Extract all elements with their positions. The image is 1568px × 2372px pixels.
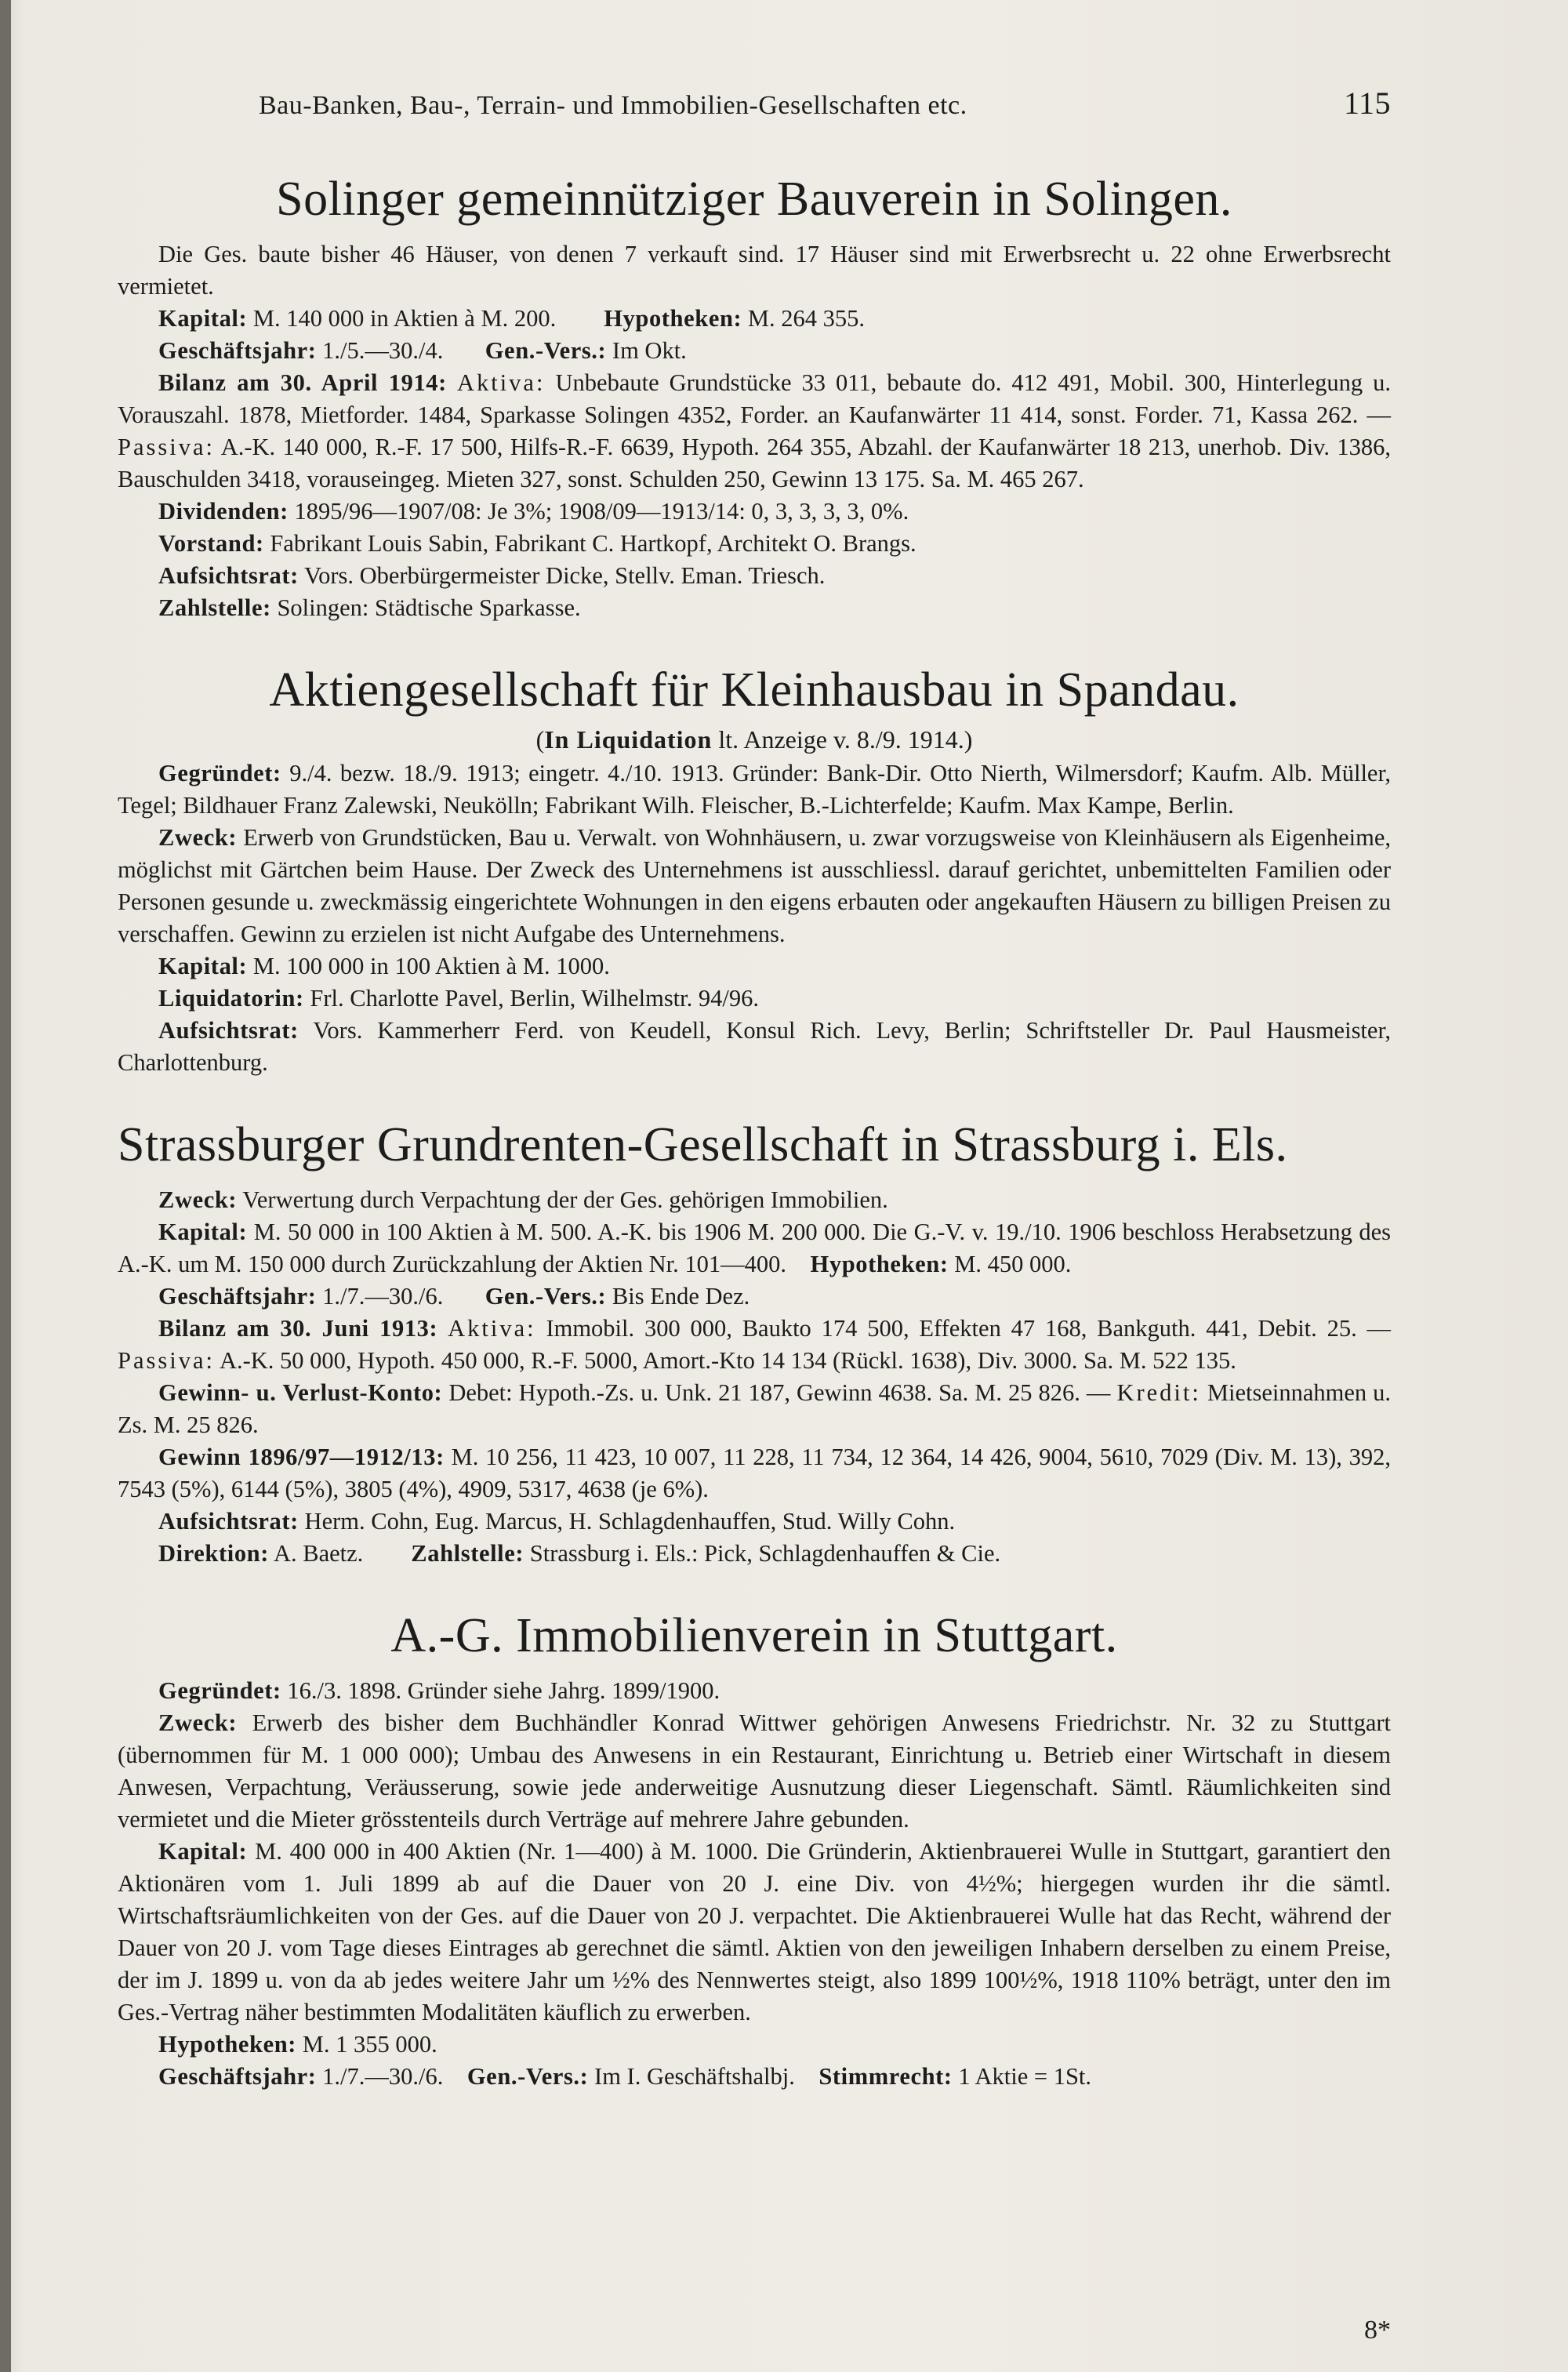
kapital-text: M. 140 000 in Aktien à M. 200. bbox=[252, 305, 557, 332]
aufsichtsrat-paragraph bbox=[118, 1015, 1391, 1079]
geschaeftsjahr-paragraph bbox=[118, 335, 1391, 367]
kapital-label: Kapital: bbox=[158, 305, 248, 332]
zweck-label: Zweck: bbox=[158, 1709, 238, 1736]
kredit-text: Mietseinnahmen u. Zs. M. 25 826. bbox=[118, 1379, 1392, 1438]
hypotheken-label: Hypotheken: bbox=[158, 2031, 297, 2058]
geschaeftsjahr-label: Geschäftsjahr: bbox=[158, 2063, 317, 2090]
zahlstelle-paragraph bbox=[118, 592, 1391, 624]
geschaeftsjahr-label: Geschäftsjahr: bbox=[158, 337, 317, 364]
passiva-word: Passiva: bbox=[118, 434, 215, 460]
gewinn-verlust-label: Gewinn- u. Verlust-Konto: bbox=[158, 1379, 443, 1406]
aufsichtsrat-text: Vors. Kammerherr Ferd. von Keudell, Konsul Rich. Levy, Berlin; Schriftsteller Dr. Paul Hausmeister, Charlottenburg. bbox=[118, 1017, 1392, 1076]
gegruendet-text: 16./3. 1898. Gründer siehe Jahrg. 1899/1900. bbox=[287, 1677, 720, 1704]
zweck-paragraph bbox=[118, 822, 1391, 950]
page-header bbox=[259, 85, 1391, 133]
aktiva-word: Aktiva: bbox=[456, 369, 546, 396]
zweck-label: Zweck: bbox=[158, 1186, 238, 1213]
kapital-paragraph bbox=[118, 1836, 1391, 2029]
gen-vers-text: Im I. Geschäftshalbj. bbox=[594, 2063, 795, 2090]
gen-vers-text: Bis Ende Dez. bbox=[612, 1283, 750, 1310]
gewinn-history-text: M. 10 256, 11 423, 10 007, 11 228, 11 734, 12 364, 14 426, 9004, 5610, 7029 (Div. M. 13), 392, 7543 (5%), 6144 (5%), 3805 (4%), 4909, 5317, 4638 (je 6%). bbox=[118, 1444, 1391, 1502]
geschaeftsjahr-text: 1./7.—30./6. bbox=[322, 2063, 444, 2090]
dividenden-text: 1895/96—1907/08: Je 3%; 1908/09—1913/14: 0, 3, 3, 3, 3, 0%. bbox=[294, 498, 909, 525]
running-title: Bau-Banken, Bau-, Terrain- und Immobilien-Gesellschaften etc. bbox=[259, 91, 967, 120]
zweck-label: Zweck: bbox=[158, 824, 238, 851]
bilanz-aktiva-text: Immobil. 300 000, Baukto 174 500, Effekten 47 168, Bankguth. 441, Debit. 25. — bbox=[546, 1315, 1392, 1342]
page-number: 115 bbox=[1343, 85, 1391, 121]
geschaeftsjahr-label: Geschäftsjahr: bbox=[158, 1283, 317, 1310]
liquidatorin-text: Frl. Charlotte Pavel, Berlin, Wilhelmstr. 94/96. bbox=[310, 985, 759, 1012]
bilanz-aktiva-text: Unbebaute Grundstücke 33 011, bebaute do. 412 491, Mobil. 300, Hinterlegung u. Vorauszahl. 1878, Mietforder. 1484, Sparkasse Solingen 4352, Forder. an Kaufanwärter 11 414, sonst. Forder. 71, Kassa 262. — bbox=[118, 369, 1392, 428]
hypotheken-paragraph bbox=[118, 2029, 1391, 2061]
vorstand-paragraph bbox=[118, 528, 1391, 560]
stimmrecht-text: 1 Aktie = 1St. bbox=[958, 2063, 1092, 2090]
hypotheken-label: Hypotheken: bbox=[604, 305, 742, 332]
geschaeftsjahr-text: 1./7.—30./6. bbox=[322, 1283, 444, 1310]
zweck-paragraph bbox=[118, 1184, 1391, 1216]
aufsichtsrat-label: Aufsichtsrat: bbox=[158, 562, 299, 589]
gegruendet-label: Gegründet: bbox=[158, 760, 281, 786]
dividenden-label: Dividenden: bbox=[158, 498, 289, 525]
direktion-label: Direktion: bbox=[158, 1540, 269, 1567]
gen-vers-label: Gen.-Vers.: bbox=[485, 1283, 607, 1310]
intro-paragraph: Die Ges. baute bisher 46 Häuser, von denen 7 verkauft sind. 17 Häuser sind mit Erwerbsrecht u. 22 ohne Erwerbsrecht vermietet. bbox=[118, 241, 1391, 300]
hypotheken-text: M. 264 355. bbox=[747, 305, 866, 332]
gen-vers-label: Gen.-Vers.: bbox=[485, 337, 607, 364]
company-title: Aktiengesellschaft für Kleinhausbau in Spandau. bbox=[269, 663, 1240, 717]
zahlstelle-text: Strassburg i. Els.: Pick, Schlagdenhauffen & Cie. bbox=[529, 1540, 1001, 1567]
page-gutter bbox=[0, 0, 11, 2372]
bilanz-paragraph bbox=[118, 1313, 1391, 1377]
gewinn-history-label: Gewinn 1896/97—1912/13: bbox=[158, 1444, 445, 1470]
vorstand-label: Vorstand: bbox=[158, 530, 264, 557]
geschaeftsjahr-paragraph bbox=[118, 1280, 1391, 1313]
aufsichtsrat-paragraph bbox=[118, 560, 1391, 592]
debet-word: Debet: bbox=[448, 1379, 513, 1406]
company-title: Solinger gemeinnütziger Bauverein in Solingen. bbox=[276, 173, 1232, 226]
kapital-label: Kapital: bbox=[158, 1838, 248, 1865]
gegruendet-label: Gegründet: bbox=[158, 1677, 281, 1704]
zahlstelle-label: Zahlstelle: bbox=[411, 1540, 524, 1567]
bilanz-passiva-text: A.-K. 50 000, Hypoth. 450 000, R.-F. 5000, Amort.-Kto 14 134 (Rückl. 1638), Div. 3000. Sa. M. 522 135. bbox=[219, 1347, 1236, 1374]
liquidation-label: In Liquidation bbox=[544, 725, 713, 754]
liquidation-open-paren: ( bbox=[535, 725, 545, 754]
geschaeftsjahr-text: 1./5.—30./4. bbox=[322, 337, 444, 364]
zweck-text: Verwertung durch Verpachtung der der Ges. gehörigen Immobilien. bbox=[242, 1186, 888, 1213]
passiva-word: Passiva: bbox=[118, 1347, 215, 1374]
gen-vers-text: Im Okt. bbox=[612, 337, 687, 364]
aufsichtsrat-text: Herm. Cohn, Eug. Marcus, H. Schlagdenhauffen, Stud. Willy Cohn. bbox=[304, 1508, 956, 1535]
aktiva-word: Aktiva: bbox=[448, 1315, 536, 1342]
zweck-paragraph bbox=[118, 1707, 1391, 1836]
aufsichtsrat-text: Vors. Oberbürgermeister Dicke, Stellv. Eman. Triesch. bbox=[304, 562, 826, 589]
company-title: A.-G. Immobilienverein in Stuttgart. bbox=[390, 1609, 1118, 1662]
dividenden-paragraph bbox=[118, 496, 1391, 528]
aufsichtsrat-label: Aufsichtsrat: bbox=[158, 1508, 299, 1535]
kapital-text: M. 400 000 in 400 Aktien (Nr. 1—400) à M. 1000. Die Gründerin, Aktienbrauerei Wulle in Stuttgart, garantiert den Aktionären vom 1. Juli 1899 ab auf die Dauer von 20 J. eine Div. von 4½%; hiergegen wurden ihr die sämtl. Wirtschaftsräumlichkeiten von der Ges. auf die Dauer von 20 J. verpachtet. Die Aktienbrauerei Wulle hat das Recht, während der Dauer von 20 J. vom Tage dieses Eintrages ab gerechnet die sämtl. Aktien von den jeweiligen Inhabern derselben zu einem Preise, der im J. 1899 u. von da ab jedes weitere Jahr um ½% des Nennwertes steigt, also 1899 100½%, 1918 110% beträgt, unter den im Ges.-Vertrag näher bestimmten Modalitäten käuflich zu erwerben. bbox=[118, 1838, 1392, 2025]
vorstand-text: Fabrikant Louis Sabin, Fabrikant C. Hartkopf, Architekt O. Brangs. bbox=[270, 530, 916, 557]
direktion-paragraph bbox=[118, 1538, 1391, 1570]
liquidation-text: lt. Anzeige v. 8./9. 1914.) bbox=[718, 725, 973, 754]
liquidatorin-label: Liquidatorin: bbox=[158, 985, 304, 1012]
kapital-label: Kapital: bbox=[158, 953, 248, 979]
gen-vers-label: Gen.-Vers.: bbox=[466, 2063, 589, 2090]
aufsichtsrat-paragraph bbox=[118, 1506, 1391, 1538]
bilanz-label: Bilanz am 30. April 1914: bbox=[158, 369, 447, 396]
kapital-paragraph bbox=[118, 303, 1391, 335]
company-entry-spandau bbox=[118, 662, 1391, 1079]
aufsichtsrat-label: Aufsichtsrat: bbox=[158, 1017, 299, 1044]
kapital-paragraph bbox=[118, 1216, 1391, 1280]
hypotheken-text: M. 1 355 000. bbox=[302, 2031, 437, 2058]
zahlstelle-text: Solingen: Städtische Sparkasse. bbox=[277, 594, 581, 621]
kapital-text: M. 100 000 in 100 Aktien à M. 1000. bbox=[252, 953, 610, 979]
direktion-text: A. Baetz. bbox=[273, 1540, 364, 1567]
liquidatorin-paragraph bbox=[118, 983, 1391, 1015]
kredit-word: Kredit: bbox=[1116, 1379, 1201, 1406]
company-entry-solingen bbox=[118, 171, 1391, 624]
gegruendet-text: 9./4. bezw. 18./9. 1913; eingetr. 4./10. 1913. Gründer: Bank-Dir. Otto Nierth, Wilmersdorf; Kaufm. Alb. Müller, Tegel; Bildhauer Franz Zalewski, Neukölln; Fabrikant Wilh. Fleischer, B.-Lichterfelde; Kaufm. Max Kampe, Berlin. bbox=[118, 760, 1392, 819]
bilanz-passiva-text: A.-K. 140 000, R.-F. 17 500, Hilfs-R.-F. 6639, Hypoth. 264 355, Abzahl. der Kaufanwärter 18 213, unerhob. Div. 1386, Bauschulden 3418, vorauseingeg. Mieten 327, sonst. Schulden 250, Gewinn 13 175. Sa. M. 465 267. bbox=[118, 434, 1391, 492]
liquidation-note bbox=[118, 723, 1391, 756]
company-entry-strassburg bbox=[118, 1117, 1391, 1570]
gegruendet-paragraph bbox=[118, 757, 1391, 822]
zahlstelle-label: Zahlstelle: bbox=[158, 594, 271, 621]
bilanz-label: Bilanz am 30. Juni 1913: bbox=[158, 1315, 438, 1342]
geschaeftsjahr-paragraph bbox=[118, 2061, 1391, 2093]
kapital-label: Kapital: bbox=[158, 1219, 248, 1245]
zweck-text: Erwerb des bisher dem Buchhändler Konrad Wittwer gehörigen Anwesens Friedrichstr. Nr. 32 zu Stuttgart (übernommen für M. 1 000 000); Umbau des Anwesens in ein Restaurant, Einrichtung u. Betrieb einer Wirtschaft in diesem Anwesen, Verpachtung, Veräusserung, sowie jede anderweitige Ausnutzung dieser Liegenschaft. Sämtl. Räumlichkeiten sind vermietet und die Mieter grösstenteils durch Verträge auf mehrere Jahre gebunden. bbox=[118, 1709, 1391, 1833]
stimmrecht-label: Stimmrecht: bbox=[818, 2063, 953, 2090]
zweck-text: Erwerb von Grundstücken, Bau u. Verwalt. von Wohnhäusern, u. zwar vorzugsweise von Kleinhäusern als Eigenheime, möglichst mit Gärtchen beim Hause. Der Zweck des Unternehmens ist ausschliessl. darauf gerichtet, unbemittelten Familien oder Personen gesunde u. zweckmässig eingerichtete Wohnungen in den eigens erbauten oder angekauften Häusern zu billigen Preisen zu verschaffen. Gewinn zu erzielen ist nicht Aufgabe des Unternehmens. bbox=[118, 824, 1391, 947]
signature-mark: 8* bbox=[1364, 2316, 1391, 2345]
gegruendet-paragraph bbox=[118, 1675, 1391, 1707]
kapital-paragraph bbox=[118, 950, 1391, 983]
kapital-text: M. 50 000 in 100 Aktien à M. 500. A.-K. bis 1906 M. 200 000. Die G.-V. v. 19./10. 1906 beschloss Herabsetzung des A.-K. um M. 150 000 durch Zurückzahlung der Aktien Nr. 101—400. bbox=[118, 1219, 1391, 1277]
bilanz-paragraph bbox=[118, 367, 1391, 496]
hypotheken-text: M. 450 000. bbox=[954, 1251, 1072, 1277]
company-title: Strassburger Grundrenten-Gesellschaft in Strassburg i. Els. bbox=[118, 1118, 1288, 1171]
gewinn-verlust-paragraph bbox=[118, 1377, 1391, 1441]
hypotheken-label: Hypotheken: bbox=[810, 1251, 949, 1277]
company-entry-stuttgart bbox=[118, 1607, 1391, 2093]
gewinn-history-paragraph bbox=[118, 1441, 1391, 1506]
debet-text: Hypoth.-Zs. u. Unk. 21 187, Gewinn 4638. Sa. M. 25 826. — bbox=[518, 1379, 1111, 1406]
